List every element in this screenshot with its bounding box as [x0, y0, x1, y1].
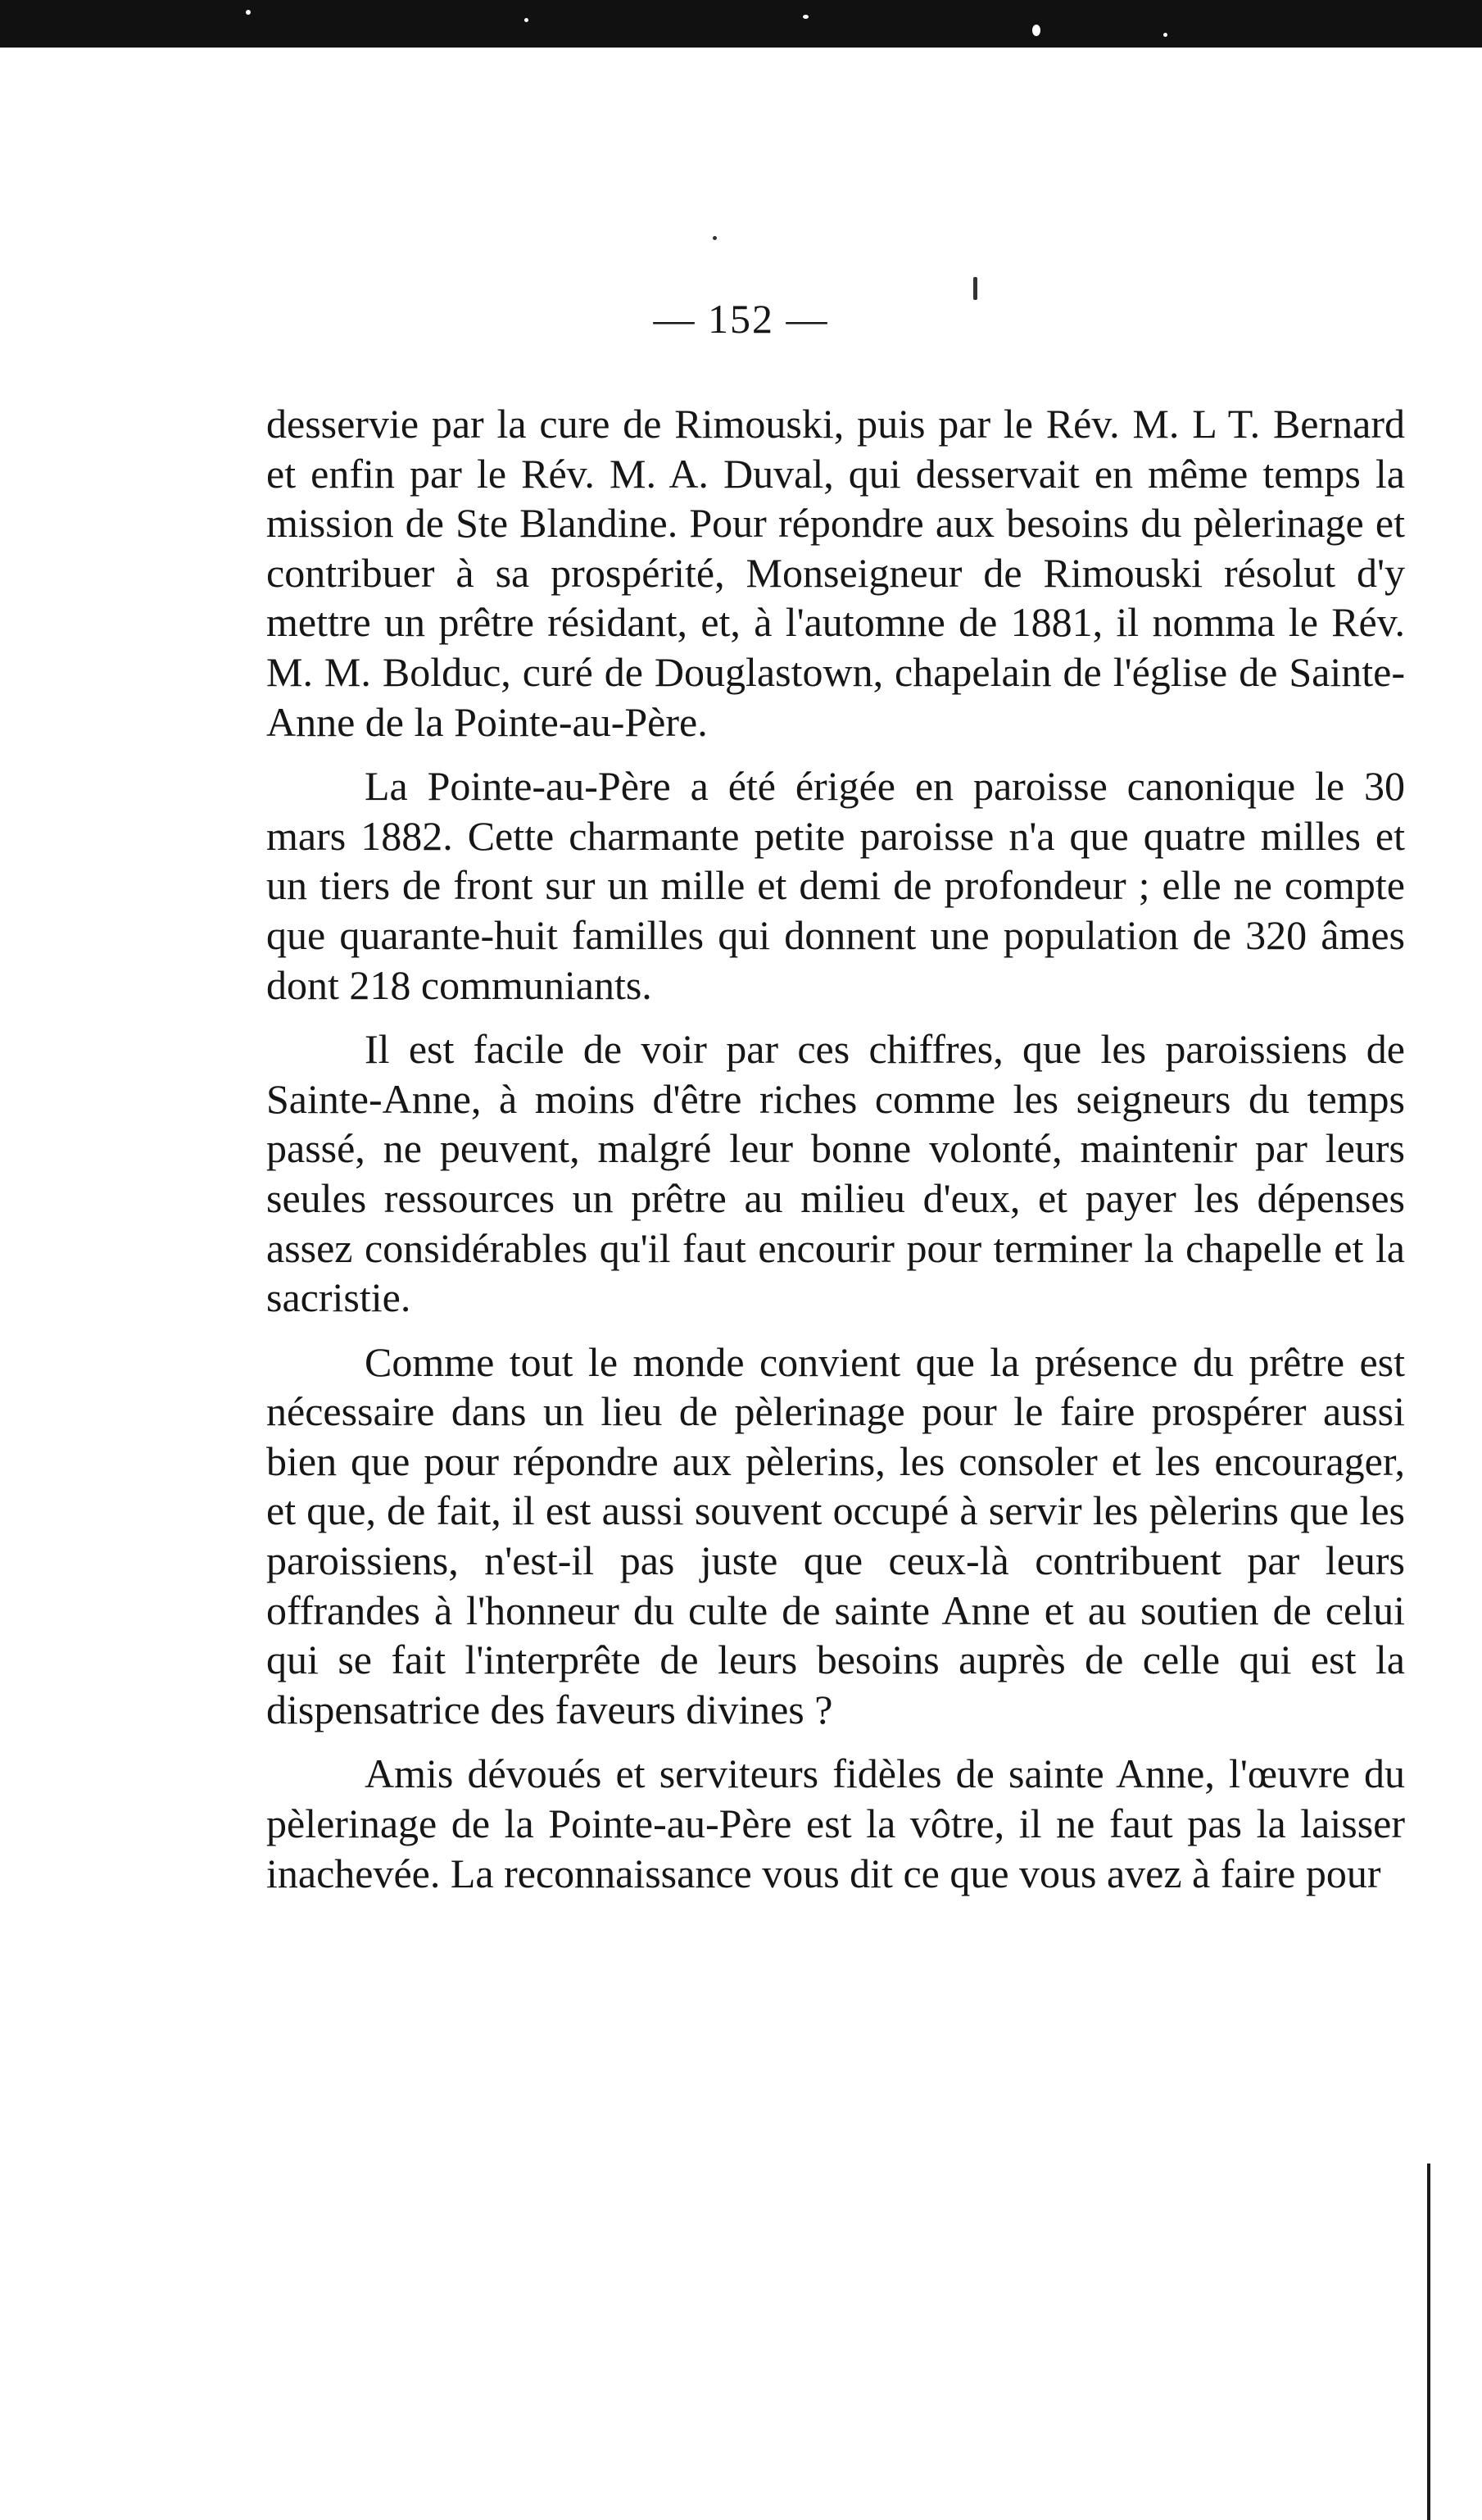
- paragraph: Amis dévoués et serviteurs fidèles de sainte Anne, l'œuvre du pèlerinage de la Pointe-au-Père est la vôtre, il ne faut pas la laisser inachevée. La reconnaissance vous dit ce que vous avez à faire pour: [266, 1750, 1405, 1896]
- body-text: [266, 399, 1405, 1898]
- scan-speck: [1032, 25, 1040, 36]
- scan-speck: [1163, 33, 1167, 37]
- paragraph: Il est facile de voir par ces chiffres, que les paroissiens de Sainte-Anne, à moins d'être riches comme les seigneurs du temps passé, ne peuvent, malgré leur bonne volonté, maintenir par leurs seules ressources un prêtre au milieu d'eux, et payer les dépenses assez considérables qu'il faut encourir pour terminer la chapelle et la sacristie.: [266, 1026, 1405, 1321]
- scan-edge-band: [0, 0, 1482, 48]
- scan-speck: [713, 236, 717, 240]
- scan-speck: [803, 15, 809, 19]
- paragraph: La Pointe-au-Père a été érigée en paroisse canonique le 30 mars 1882. Cette charmante petite paroisse n'a que quatre milles et un tiers de front sur un mille et demi de profondeur ; elle ne compte que quarante-huit familles qui donnent une population de 320 âmes dont 218 communiants.: [266, 763, 1405, 1008]
- paragraph: desservie par la cure de Rimouski, puis par le Rév. M. L T. Bernard et enfin par le Rév. M. A. Duval, qui desservait en même temps la mission de Ste Blandine. Pour répondre aux besoins du pèlerinage et contribuer à sa prospérité, Monseigneur de Rimouski résolut d'y mettre un prêtre résidant, et, à l'automne de 1881, il nomma le Rév. M. M. Bolduc, curé de Douglastown, chapelain de l'église de Sainte-Anne de la Pointe-au-Père.: [266, 401, 1405, 745]
- scan-speck: [524, 18, 528, 22]
- paragraph: Comme tout le monde convient que la présence du prêtre est nécessaire dans un lieu de pèlerinage pour le faire prospérer aussi bien que pour répondre aux pèlerins, les consoler et les encourager, et que, de fait, il est aussi souvent occupé à servir les pèlerins que les paroissiens, n'est-il pas juste que ceux-là contribuent par leurs offrandes à l'honneur du culte de sainte Anne et au soutien de celui qui se fait l'interprête de leurs besoins auprès de celle qui est la dispensatrice des faveurs divines ?: [266, 1338, 1405, 1732]
- scan-speck: [246, 10, 251, 15]
- scan-edge-line: [1427, 2164, 1430, 2520]
- page-number: — 152 —: [653, 296, 829, 342]
